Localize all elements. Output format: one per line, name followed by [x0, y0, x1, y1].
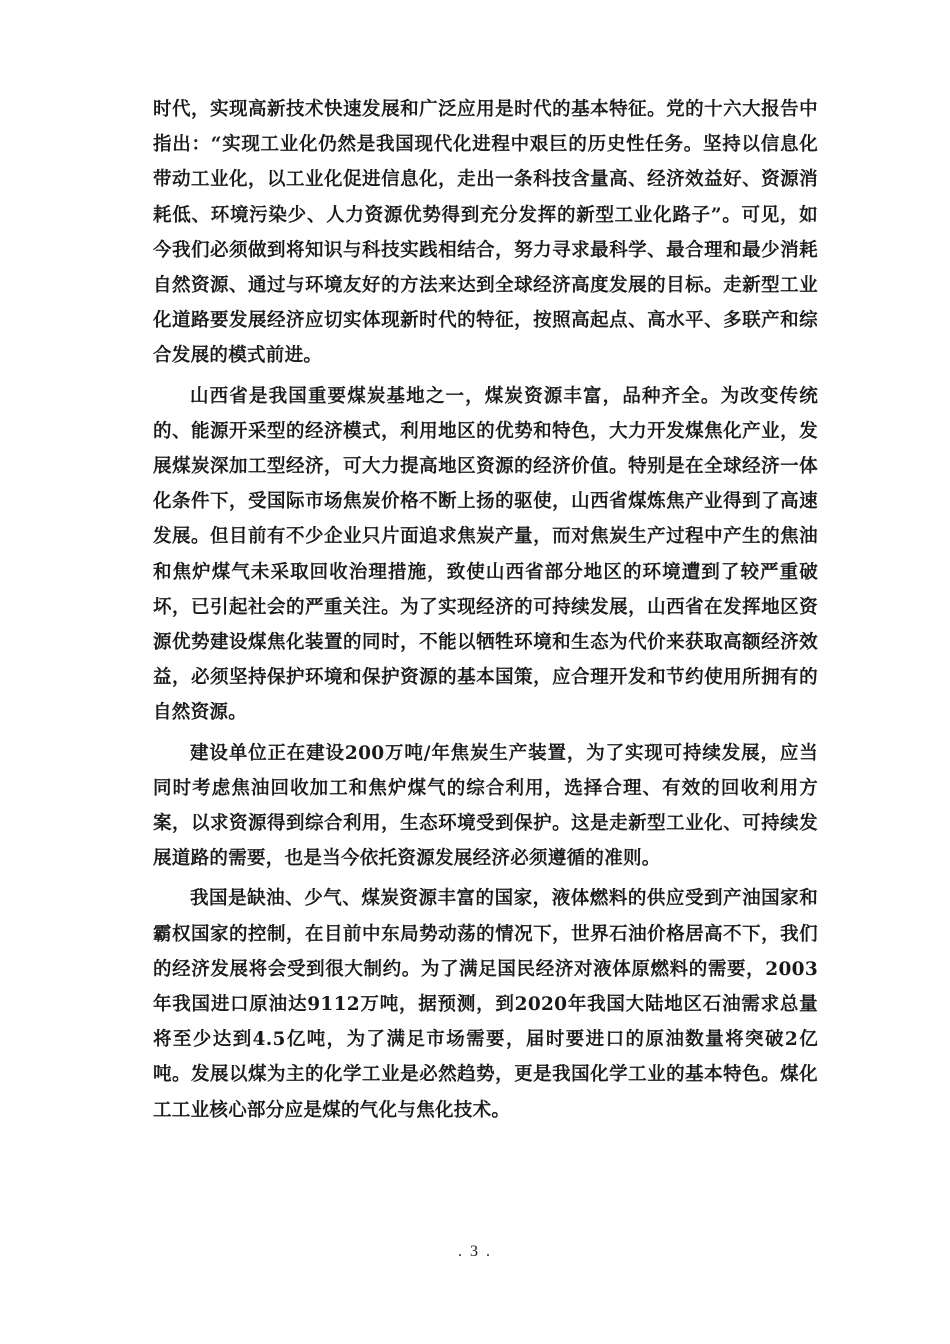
- document-body: [153, 92, 818, 1128]
- paragraph-3: 建设单位正在建设200万吨/年焦炭生产装置，为了实现可持续发展，应当同时考虑焦油回收加工和焦炉煤气的综合利用，选择合理、有效的回收利用方案，以求资源得到综合利用，生态环境受到保护。这是走新型工业化、可持续发展道路的需要，也是当今依托资源发展经济必须遵循的准则。: [153, 742, 818, 870]
- paragraph-1: 时代，实现高新技术快速发展和广泛应用是时代的基本特征。党的十六大报告中指出：“实现工业化仍然是我国现代化进程中艰巨的历史性任务。坚持以信息化带动工业化，以工业化促进信息化，走出一条科技含量高、经济效益好、资源消耗低、环境污染少、人力资源优势得到充分发挥的新型工业化路子”。可见，如今我们必须做到将知识与科技实践相结合，努力寻求最科学、最合理和最少消耗自然资源、通过与环境友好的方法来达到全球经济高度发展的目标。走新型工业化道路要发展经济应切实体现新时代的特征，按照高起点、高水平、多联产和综合发展的模式前进。: [153, 99, 818, 367]
- paragraph-4: 我国是缺油、少气、煤炭资源丰富的国家，液体燃料的供应受到产油国家和霸权国家的控制，在目前中东局势动荡的情况下，世界石油价格居高不下，我们的经济发展将会受到很大制约。为了满足国民经济对液体原燃料的需要，2003年我国进口原油达9112万吨，据预测，到2020年我国大陆地区石油需求总量将至少达到4.5亿吨，为了满足市场需要，届时要进口的原油数量将突破2亿吨。发展以煤为主的化学工业是必然趋势，更是我国化学工业的基本特色。煤化工工业核心部分应是煤的气化与焦化技术。: [153, 888, 818, 1121]
- page-number: . 3 .: [458, 1243, 492, 1260]
- paragraph-2: 山西省是我国重要煤炭基地之一，煤炭资源丰富，品种齐全。为改变传统的、能源开采型的经济模式，利用地区的优势和特色，大力开发煤焦化产业，发展煤炭深加工型经济，可大力提高地区资源的经济价值。特别是在全球经济一体化条件下，受国际市场焦炭价格不断上扬的驱使，山西省煤炼焦产业得到了高速发展。但目前有不少企业只片面追求焦炭产量，而对焦炭生产过程中产生的焦油和焦炉煤气未采取回收治理措施，致使山西省部分地区的环境遭到了较严重破坏，已引起社会的严重关注。为了实现经济的可持续发展，山西省在发挥地区资源优势建设煤焦化装置的同时，不能以牺牲环境和生态为代价来获取高额经济效益，必须坚持保护环境和保护资源的基本国策，应合理开发和节约使用所拥有的自然资源。: [153, 385, 818, 724]
